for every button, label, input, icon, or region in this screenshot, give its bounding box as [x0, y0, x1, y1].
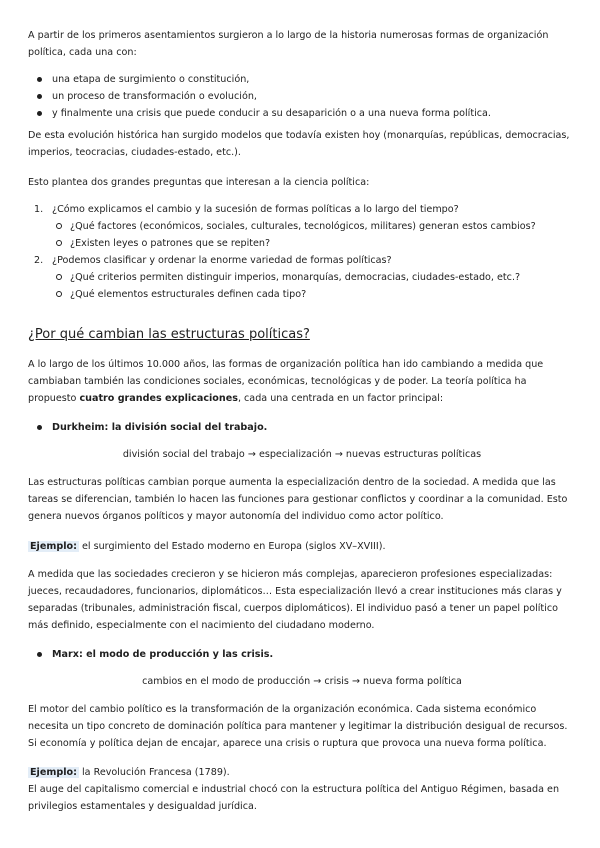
- marx-example-body: El auge del capitalismo comercial e industrial chocó con la estructura política del Antiguo Régimen, basada en privilegios estamentales y desigualdad jurídica.: [28, 784, 560, 812]
- section-intro-text: , cada una centrada en un factor principal:: [237, 393, 444, 404]
- example-label: Ejemplo:: [30, 767, 77, 778]
- section-intro: [28, 356, 576, 407]
- durkheim-title: Durkheim: la división social del trabajo.: [28, 419, 576, 436]
- durkheim-flow: división social del trabajo → especialización → nuevas estructuras políticas: [122, 449, 482, 460]
- intro-paragraph: A partir de los primeros asentamientos surgieron a lo largo de la historia numerosas formas de organización política, cada una con:: [28, 30, 549, 58]
- section-intro-text: A lo largo de los últimos 10.000 años, las formas de organización política han ido cambiando a medida que cambiaban también las condiciones sociales, económicas, tecnológicas y de poder. La teoría política ha propuesto: [28, 359, 544, 404]
- list-number: 2.: [34, 255, 44, 266]
- question-text: ¿Podemos clasificar y ordenar la enorme variedad de formas políticas?: [52, 255, 392, 266]
- list-item: una etapa de surgimiento o constitución,: [28, 71, 576, 88]
- durkheim-example-body: A medida que las sociedades crecieron y se hicieron más complejas, aparecieron profesiones especializadas: jueces, recaudadores, funcionarios, diplomáticos… Esta especialización llevó a crear instituciones más claras y separadas (tribunales, administración fiscal, cuerpos diplomáticos). El individuo pasó a tener un papel político más definido, especialmente con el nacimiento del ciudadano moderno.: [28, 569, 562, 631]
- marx-title: Marx: el modo de producción y las crisis.: [28, 646, 576, 663]
- list-item: [28, 201, 576, 218]
- durkheim-example: [28, 538, 576, 555]
- durkheim-body: Las estructuras políticas cambian porque aumenta la especialización dentro de la sociedad. A medida que las tareas se diferencian, también lo hacen las funciones para gestionar conflictos y coordinar a la comunidad. Esto genera nuevos órganos políticos y mayor autonomía del individuo como actor político.: [28, 477, 568, 522]
- marx-flow: cambios en el modo de producción → crisis → nueva forma política: [142, 676, 462, 687]
- models-paragraph: De esta evolución histórica han surgido modelos que todavía existen hoy (monarquías, repúblicas, democracias, imperios, teocracias, ciudades-estado, etc.).: [28, 130, 570, 158]
- example-text: la Revolución Francesa (1789).: [78, 767, 230, 778]
- section-intro-bold: cuatro grandes explicaciones: [79, 393, 238, 404]
- marx-body: El motor del cambio político es la transformación de la organización económica. Cada sistema económico necesita un tipo concreto de dominación política para mantener y legitimar la distribución desigual de recursos. Si economía y política dejan de encajar, aparece una crisis o ruptura que provoca una nueva forma política.: [28, 704, 568, 749]
- marx-example: [28, 764, 576, 781]
- stages-list: [28, 71, 576, 122]
- sub-list-item: ¿Qué factores (económicos, sociales, culturales, tecnológicos, militares) generan estos cambios?: [28, 218, 576, 235]
- example-label: Ejemplo:: [30, 541, 77, 552]
- sub-list-item: ¿Existen leyes o patrones que se repiten?: [28, 235, 576, 252]
- sub-list-item: ¿Qué elementos estructurales definen cada tipo?: [28, 286, 576, 303]
- section-heading: ¿Por qué cambian las estructuras políticas?: [28, 327, 310, 342]
- questions-list: [28, 201, 576, 303]
- durkheim-list: [28, 419, 576, 436]
- questions-intro: Esto plantea dos grandes preguntas que interesan a la ciencia política:: [28, 177, 370, 188]
- question-text: ¿Cómo explicamos el cambio y la sucesión de formas políticas a lo largo del tiempo?: [52, 204, 459, 215]
- list-item: [28, 252, 576, 269]
- list-number: 1.: [34, 204, 44, 215]
- marx-list: [28, 646, 576, 663]
- list-item: y finalmente una crisis que puede conducir a su desaparición o a una nueva forma política.: [28, 105, 576, 122]
- sub-list-item: ¿Qué criterios permiten distinguir imperios, monarquías, democracias, ciudades-estado, etc.?: [28, 269, 576, 286]
- example-text: el surgimiento del Estado moderno en Europa (siglos XV–XVIII).: [78, 541, 386, 552]
- list-item: un proceso de transformación o evolución,: [28, 88, 576, 105]
